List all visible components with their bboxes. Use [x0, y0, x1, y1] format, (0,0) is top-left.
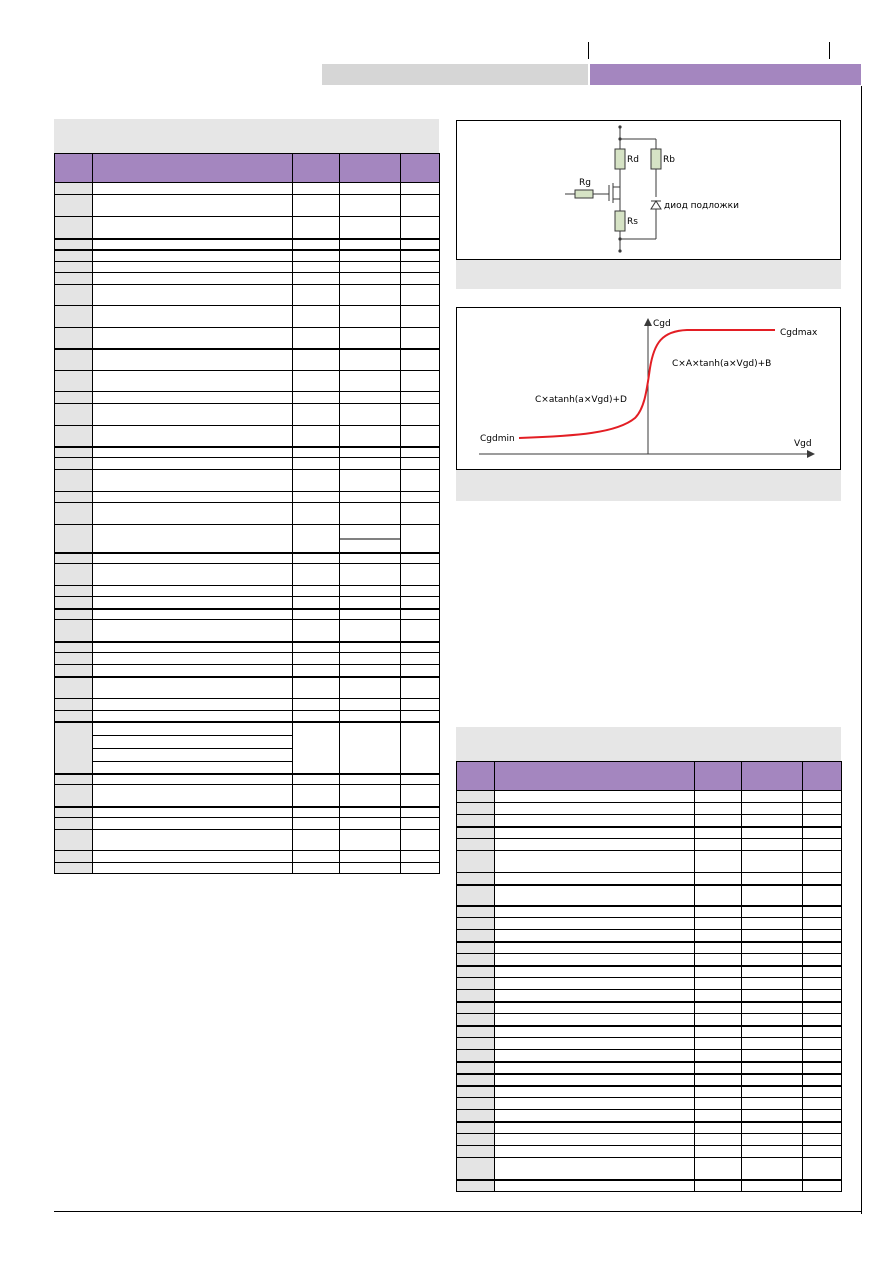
table-row: [55, 620, 440, 642]
table-row: [55, 426, 440, 447]
mosfet-equivalent-circuit: [457, 121, 840, 259]
table-row: [457, 791, 842, 803]
table-row: [55, 774, 440, 785]
page-right-rule: [861, 86, 862, 1214]
table-row: [457, 803, 842, 815]
right-parameter-table: [456, 761, 842, 1192]
left-table-title-bar: [54, 119, 439, 153]
table-row: [457, 966, 842, 978]
right-table-title-bar: [456, 727, 841, 761]
table-row: [55, 250, 440, 262]
table-row: [457, 918, 842, 930]
table-row: [55, 851, 440, 863]
table-row: [55, 239, 440, 250]
table-row: [55, 553, 440, 564]
table-row: [457, 1180, 842, 1192]
table-row: [55, 722, 440, 774]
table-row: [55, 404, 440, 426]
table-row: [55, 217, 440, 239]
table-row: [55, 653, 440, 665]
table-row: [457, 1014, 842, 1026]
label-rd: Rd: [627, 155, 639, 165]
table-row: [457, 990, 842, 1002]
figure2-caption-bar: [456, 470, 841, 501]
table-row: [55, 470, 440, 492]
table-row: [55, 807, 440, 818]
table-row: [55, 699, 440, 711]
label-rs: Rs: [627, 217, 638, 227]
table-row: [457, 978, 842, 990]
table-row: [55, 273, 440, 285]
table-row: [457, 1026, 842, 1038]
table-row: [55, 492, 440, 503]
table-row: [457, 906, 842, 918]
table-row: [457, 1158, 842, 1180]
table-row: [55, 328, 440, 349]
header-divider: [588, 42, 589, 59]
resistor-rg: [575, 190, 593, 198]
table-row: [55, 371, 440, 392]
table-row: [55, 586, 440, 597]
table-row: [457, 1110, 842, 1122]
header-band-purple: [590, 64, 861, 85]
table-row: [457, 827, 842, 839]
resistor-rd: [615, 149, 625, 169]
page-bottom-rule: [54, 1211, 861, 1212]
upper-formula-label: C×A×tanh(a×Vgd)+B: [672, 359, 772, 369]
table-row: [55, 785, 440, 807]
figure1-caption-bar: [456, 260, 841, 289]
table-row: [55, 642, 440, 653]
header-band-grey: [322, 64, 588, 85]
table-row: [457, 1134, 842, 1146]
table-row: [55, 183, 440, 195]
table-row: [55, 262, 440, 273]
table-row: [55, 285, 440, 306]
table-row: [55, 818, 440, 830]
table-row: [457, 942, 842, 954]
table-row: [457, 873, 842, 885]
table-row: [55, 458, 440, 470]
table-row: [457, 851, 842, 873]
table-row: [457, 1038, 842, 1050]
table-row: [55, 503, 440, 525]
table-row: [55, 597, 440, 609]
table-row: [55, 609, 440, 620]
table-row: [55, 564, 440, 586]
table-row: [55, 306, 440, 328]
table-row: [55, 525, 440, 553]
table-row: [55, 349, 440, 371]
cgdmin-label: Cgdmin: [480, 434, 515, 444]
table-row: [55, 863, 440, 874]
table-row: [55, 665, 440, 677]
table-row: [457, 930, 842, 942]
table-row: [457, 885, 842, 906]
circuit-figure: [456, 120, 841, 260]
table-row: [55, 677, 440, 699]
left-parameter-table: [54, 153, 440, 874]
label-rg: Rg: [579, 178, 591, 188]
table-row: [55, 447, 440, 458]
table-row: [457, 815, 842, 827]
table-row: [55, 711, 440, 722]
table-row: [55, 830, 440, 851]
table-row: [457, 1086, 842, 1098]
label-diode: диод подложки: [664, 201, 739, 211]
resistor-rs: [615, 211, 625, 231]
table-row: [457, 954, 842, 966]
table-row: [457, 1146, 842, 1158]
y-axis-label: Cgd: [653, 319, 671, 329]
label-rb: Rb: [663, 155, 675, 165]
table-row: [457, 1074, 842, 1086]
table-row: [457, 1122, 842, 1134]
header-divider: [829, 42, 830, 59]
table-row: [457, 839, 842, 851]
table-row: [457, 1062, 842, 1074]
cgd-curve: [519, 330, 775, 438]
table-row: [457, 1050, 842, 1062]
table-row: [457, 1002, 842, 1014]
x-axis-label: Vgd: [794, 439, 812, 449]
cgd-curve-figure: [456, 307, 841, 470]
resistor-rb: [651, 149, 661, 169]
table-row: [55, 392, 440, 404]
table-row: [457, 1098, 842, 1110]
cgdmax-label: Cgdmax: [780, 328, 818, 338]
lower-formula-label: C×atanh(a×Vgd)+D: [535, 395, 627, 405]
table-row: [55, 195, 440, 217]
cgd-vs-vgd-graph: [457, 308, 840, 469]
diode-icon: [651, 201, 661, 209]
